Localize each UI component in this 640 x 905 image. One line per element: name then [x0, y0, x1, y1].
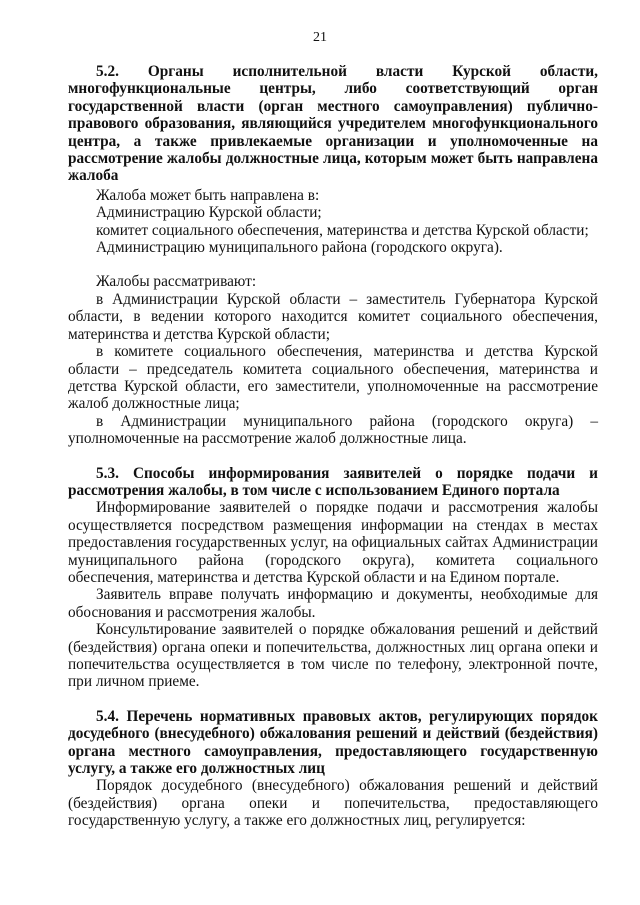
- section-5-4-heading: 5.4. Перечень нормативных правовых актов, регулирующих порядок досудебного (внесудебного) обжалования решений и действий (бездействия) органа местного самоуправления, предоставляющего государственную услугу, а также его должностных лиц: [68, 707, 598, 778]
- section-5-2-heading: 5.2. Органы исполнительной власти Курской области, многофункциональные центры, либо соответствующий орган государственной власти (орган местного самоуправления) публично-правового образования, являющийся учредителем многофункционального центра, а также привлекаемые организации и уполномоченные на рассмотрение жалобы должностные лица, которым может быть направлена жалоба: [68, 63, 598, 185]
- document-body: [68, 63, 598, 830]
- paragraph: Жалобы рассматривают:: [96, 273, 257, 291]
- page-number: 21: [313, 30, 327, 45]
- paragraph: комитет социального обеспечения, материнства и детства Курской области;: [96, 221, 589, 239]
- paragraph: Администрацию Курской области;: [96, 204, 322, 222]
- paragraph: Администрацию муниципального района (городского округа).: [96, 239, 503, 257]
- paragraph: Порядок досудебного (внесудебного) обжалования решений и действий (бездействия) органа опеки и попечительства, предоставляющего государственную услугу, а также его должностных лиц, регулируется:: [68, 777, 598, 830]
- paragraph: в Администрации Курской области – заместитель Губернатора Курской области, в ведении которого находится комитет социального обеспечения, материнства и детства Курской области;: [68, 290, 598, 343]
- paragraph: в Администрации муниципального района (городского округа) – уполномоченные на рассмотрение жалоб должностные лица.: [68, 412, 598, 448]
- paragraph: Жалоба может быть направлена в:: [96, 186, 320, 204]
- paragraph: Информирование заявителей о порядке подачи и рассмотрения жалобы осуществляется посредством размещения информации на стендах в местах предоставления государственных услуг, на официальных сайтах Администрации муниципального района (городского округа), комитета социального обеспечения, материнства и детства Курской области и на Едином портале.: [68, 499, 598, 586]
- paragraph: Консультирование заявителей о порядке обжалования решений и действий (бездействия) органа опеки и попечительства, должностных лиц органа опеки и попечительства осуществляется в том числе по телефону, электронной почте, при личном приеме.: [68, 621, 598, 691]
- paragraph: Заявитель вправе получать информацию и документы, необходимые для обоснования и рассмотрения жалобы.: [68, 586, 598, 621]
- section-5-3-heading: 5.3. Способы информирования заявителей о порядке подачи и рассмотрения жалобы, в том числе с использованием Единого портала: [68, 464, 598, 499]
- paragraph: в комитете социального обеспечения, материнства и детства Курской области – председатель комитета социального обеспечения, материнства и детства Курской области, его заместители, уполномоченные на рассмотрение жалоб должностные лица;: [68, 343, 598, 413]
